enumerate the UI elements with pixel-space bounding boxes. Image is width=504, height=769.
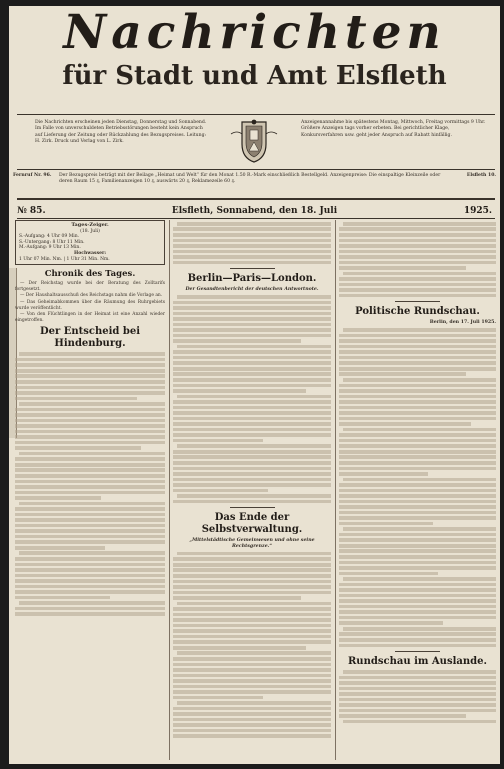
text-line	[173, 356, 331, 360]
text-line	[15, 419, 165, 423]
text-line	[173, 455, 331, 459]
text-line	[339, 450, 496, 454]
text-line	[173, 718, 331, 722]
text-line	[173, 378, 331, 382]
text-line	[339, 472, 428, 476]
text-line	[15, 391, 165, 395]
text-line	[177, 345, 331, 349]
text-line	[15, 568, 165, 572]
text-line	[343, 222, 496, 226]
text-line	[15, 485, 165, 489]
text-line	[173, 489, 268, 493]
text-line	[15, 435, 165, 439]
text-line	[15, 397, 137, 401]
header-rule-mid	[17, 169, 495, 170]
article-separator	[230, 268, 275, 269]
text-line	[173, 613, 331, 617]
text-line	[339, 555, 496, 559]
issue-date: Elsfleth, Sonnabend, den 18. Juli	[171, 206, 338, 216]
text-line	[173, 674, 331, 678]
text-line	[339, 244, 496, 248]
text-line	[339, 566, 496, 570]
text-line	[339, 616, 496, 620]
text-line	[339, 692, 496, 696]
text-line	[173, 563, 331, 567]
text-line	[173, 301, 331, 305]
article-separator	[395, 651, 440, 652]
text-line	[177, 602, 331, 606]
text-line	[15, 529, 165, 533]
text-line	[173, 227, 331, 231]
column-3	[339, 220, 496, 760]
text-line	[177, 701, 331, 705]
text-line	[339, 516, 496, 520]
price-band	[13, 173, 496, 185]
chronik-items	[15, 281, 165, 323]
text-line	[177, 444, 331, 448]
text-line	[339, 599, 496, 603]
text-line	[19, 502, 165, 506]
text-line	[339, 233, 496, 237]
dateline-rule	[17, 218, 495, 219]
column-divider	[169, 220, 170, 760]
text-line	[339, 339, 496, 343]
text-line	[173, 596, 301, 600]
text-line	[339, 250, 496, 254]
text-line	[339, 572, 438, 576]
text-line	[15, 441, 165, 445]
phone-number: Fernruf Nr. 96.	[13, 173, 52, 178]
chronik-item: — Der Haushaltsausschuß des Reichstags nahm die Vorlage an.	[20, 293, 163, 299]
coat-of-arms-icon	[225, 118, 283, 164]
text-line	[339, 549, 496, 553]
text-line	[173, 696, 263, 700]
dateline	[13, 206, 496, 217]
auslande-heading: Rundschau im Auslande.	[348, 656, 487, 668]
text-line	[15, 380, 165, 384]
berlin-paris-london-subheading: Der Gesandtenbericht der deutschen Antwortnote.	[185, 287, 319, 293]
text-line	[339, 239, 496, 243]
text-line	[339, 395, 496, 399]
text-line	[339, 561, 496, 565]
text-line	[173, 585, 331, 589]
text-line	[343, 527, 496, 531]
article-separator	[230, 507, 275, 508]
text-line	[339, 676, 496, 680]
text-line	[339, 356, 496, 360]
text-line	[173, 361, 331, 365]
header-info-left: Die Nachrichten erscheinen jeden Dienstag, Donnerstag und Sonnabend. Im Falle von unverschuldeten Betriebsstörungen besteht kein Anspruch auf Lieferung der Zeitung oder Rückzahlung des Bezugspreises. Leitung: H. Zirk. Druck und Verlag von L. Zirk.	[35, 120, 207, 144]
text-line	[173, 618, 331, 622]
text-line	[339, 433, 496, 437]
text-line	[173, 663, 331, 667]
text-line	[339, 511, 496, 515]
text-line	[339, 350, 496, 354]
hindenburg-heading: Der Entscheid bei Hindenburg.	[39, 326, 141, 350]
text-line	[339, 533, 496, 537]
high-tide-times: 1 Uhr 07 Min. Nm. | 1 Uhr 31 Min. Nm.	[19, 256, 110, 262]
text-line	[173, 233, 331, 237]
text-line	[339, 294, 496, 298]
text-line	[15, 507, 165, 511]
text-line	[177, 651, 331, 655]
text-line	[15, 590, 165, 594]
text-line	[173, 244, 331, 248]
text-line	[173, 591, 331, 595]
moonrise-line: M.-Aufgang: 9 Uhr 13 Min.	[19, 245, 81, 251]
text-line	[173, 685, 331, 689]
text-line	[173, 400, 331, 404]
text-line	[339, 417, 496, 421]
text-line	[173, 406, 331, 410]
text-line	[15, 463, 165, 467]
text-line	[339, 266, 466, 270]
text-line	[339, 714, 466, 718]
text-line	[173, 624, 331, 628]
text-line	[15, 540, 165, 544]
text-line	[15, 607, 165, 611]
text-line	[343, 670, 496, 674]
text-line	[339, 361, 496, 365]
text-line	[15, 612, 165, 616]
text-line	[173, 646, 306, 650]
text-line	[339, 681, 496, 685]
text-line	[173, 723, 331, 727]
text-line	[173, 729, 331, 733]
text-line	[339, 367, 496, 371]
text-line	[173, 478, 331, 482]
text-line	[339, 288, 496, 292]
text-line	[173, 306, 331, 310]
text-line	[19, 452, 165, 456]
text-line	[173, 640, 331, 644]
column-divider	[335, 220, 336, 760]
selbstverwaltung-body	[173, 552, 331, 738]
text-line	[19, 551, 165, 555]
text-line	[15, 386, 165, 390]
text-line	[173, 607, 331, 611]
politische-rundschau-body	[339, 328, 496, 647]
text-line	[173, 712, 331, 716]
text-line	[339, 461, 496, 465]
text-line	[15, 369, 165, 373]
text-line	[173, 690, 331, 694]
text-line	[173, 411, 331, 415]
text-line	[339, 687, 496, 691]
text-line	[177, 494, 331, 498]
tages-zeiger-box	[15, 220, 165, 265]
text-line	[339, 494, 496, 498]
text-line	[339, 698, 496, 702]
text-line	[173, 668, 331, 672]
text-line	[173, 629, 331, 633]
masthead-subtitle: für Stadt und Amt Elsfleth	[62, 61, 447, 91]
text-line	[173, 339, 301, 343]
text-line	[339, 227, 496, 231]
text-line	[173, 239, 331, 243]
text-line	[339, 709, 496, 713]
text-line	[339, 632, 496, 636]
hindenburg-article-body	[15, 352, 165, 616]
text-line	[339, 621, 443, 625]
text-line	[173, 255, 331, 259]
text-line	[343, 627, 496, 631]
text-line	[173, 317, 331, 321]
text-line	[173, 350, 331, 354]
text-line	[15, 474, 165, 478]
text-line	[343, 328, 496, 332]
text-line	[173, 367, 331, 371]
text-line	[15, 579, 165, 583]
text-line	[173, 679, 331, 683]
text-line	[339, 261, 496, 265]
text-line	[173, 428, 331, 432]
text-line	[339, 588, 496, 592]
chronik-heading: Chronik des Tages.	[44, 269, 136, 280]
sunset-line: S.-Untergang: 8 Uhr 11 Min.	[19, 239, 85, 245]
text-line	[173, 439, 263, 443]
text-line	[339, 255, 496, 259]
text-line	[19, 402, 165, 406]
text-line	[339, 422, 471, 426]
chronik-item: — Von den Flüchtlingen in der Heimat ist eine Anzahl wieder eingetroffen.	[15, 312, 165, 323]
tages-zeiger-title: Tages-Zeiger.	[71, 222, 109, 228]
location-code: Elsfleth 10.	[466, 173, 496, 178]
text-line	[343, 478, 496, 482]
politische-rundschau-heading: Politische Rundschau.	[355, 306, 480, 318]
text-line	[173, 328, 331, 332]
column-1	[15, 220, 165, 760]
text-line	[173, 450, 331, 454]
selbstverwaltung-subheading: „Mittelstädtische Gemeinwesen und ohne seine Rechtsgrenze.“	[189, 538, 315, 550]
issue-year: 1925.	[463, 206, 492, 216]
text-line	[173, 557, 331, 561]
tages-zeiger-date: (18. Juli)	[80, 228, 100, 234]
text-line	[339, 489, 496, 493]
text-line	[15, 413, 165, 417]
text-line	[15, 491, 165, 495]
chronik-item: — Der Reichstag wurde bei der Beratung des Zolltarifs fortgesetzt.	[15, 281, 165, 292]
text-line	[15, 408, 165, 412]
text-line	[15, 524, 165, 528]
auslande-body	[339, 670, 496, 723]
text-line	[173, 568, 331, 572]
text-line	[15, 535, 165, 539]
text-line	[19, 352, 165, 356]
text-line	[343, 272, 496, 276]
text-line	[339, 703, 496, 707]
text-line	[173, 417, 331, 421]
text-line	[15, 480, 165, 484]
text-line	[343, 378, 496, 382]
text-line	[173, 372, 331, 376]
text-line	[173, 384, 331, 388]
text-line	[173, 323, 331, 327]
text-line	[15, 446, 141, 450]
text-line	[15, 518, 165, 522]
newspaper-page	[9, 6, 500, 764]
text-line	[339, 610, 496, 614]
text-line	[339, 411, 496, 415]
text-line	[15, 546, 105, 550]
text-line	[15, 574, 165, 578]
text-line	[173, 389, 306, 393]
text-line	[15, 468, 165, 472]
text-line	[173, 472, 331, 476]
text-line	[343, 428, 496, 432]
text-line	[173, 422, 331, 426]
text-line	[173, 574, 331, 578]
text-line	[15, 557, 165, 561]
berlin-paris-london-heading: Berlin—Paris—London.	[187, 273, 317, 285]
text-line	[173, 635, 331, 639]
text-line	[339, 638, 496, 642]
text-line	[343, 577, 496, 581]
text-line	[339, 483, 496, 487]
text-line	[339, 522, 433, 526]
text-line	[173, 461, 331, 465]
header-rule-top	[17, 114, 495, 115]
article-separator	[395, 301, 440, 302]
text-line	[15, 363, 165, 367]
text-line	[177, 295, 331, 299]
text-line	[15, 513, 165, 517]
text-line	[339, 500, 496, 504]
text-line	[339, 283, 496, 287]
text-line	[339, 384, 496, 388]
text-line	[15, 374, 165, 378]
text-line	[339, 455, 496, 459]
text-line	[339, 467, 496, 471]
text-line	[339, 345, 496, 349]
text-line	[173, 483, 331, 487]
text-line	[173, 500, 331, 504]
continued-article-body	[339, 222, 496, 298]
text-line	[173, 433, 331, 437]
text-line	[173, 261, 331, 265]
chronik-item: — Das Geheimabkommen über die Räumung des Ruhrgebiets wurde veröffentlicht.	[15, 299, 165, 311]
text-line	[177, 552, 331, 556]
header-rule-bottom	[17, 198, 495, 200]
text-line	[173, 312, 331, 316]
text-line	[173, 734, 331, 738]
selbstverwaltung-heading: Das Ende der Selbstverwaltung.	[201, 512, 303, 536]
text-line	[173, 707, 331, 711]
text-line	[339, 644, 496, 648]
subscription-prices: Der Bezugspreis beträgt mit der Beilage „Heimat und Welt“ für den Monat 1.50 R.-Mark einschließlich Bestellgeld. Anzeigenpreise: Die einspaltige Kleinzeile oder deren Raum 15 ₰, Familienanzeigen 10 ₰, auswärts 20 ₰, Reklamezeile 60 ₰.	[59, 173, 441, 184]
lead-article-body	[173, 222, 331, 264]
text-line	[339, 277, 496, 281]
text-line	[15, 358, 165, 362]
text-line	[339, 544, 496, 548]
text-line	[173, 657, 331, 661]
text-line	[339, 583, 496, 587]
text-line	[15, 563, 165, 567]
text-line	[339, 400, 496, 404]
issue-number: № 85.	[17, 206, 46, 216]
text-line	[15, 457, 165, 461]
high-tide-label: Hochwasser:	[73, 250, 107, 256]
column-2	[173, 220, 331, 760]
text-line	[15, 496, 101, 500]
text-line	[177, 395, 331, 399]
text-line	[15, 585, 165, 589]
text-line	[339, 505, 496, 509]
text-line	[339, 594, 496, 598]
text-line	[339, 334, 496, 338]
text-line	[15, 596, 110, 600]
text-line	[15, 424, 165, 428]
text-line	[339, 444, 496, 448]
text-line	[173, 334, 331, 338]
text-line	[15, 430, 165, 434]
text-line	[343, 720, 496, 724]
rundschau-dateline: Berlin, den 17. Juli 1925.	[429, 320, 496, 326]
text-line	[339, 538, 496, 542]
text-line	[339, 439, 496, 443]
header-info-right: Anzeigenannahme bis spätestens Montag, Mittwoch, Freitag vormittags 9 Uhr. Größere Anzeigen tags vorher erbeten. Bei gerichtlicher Klage, Konkursverfahren usw. geht jeder Anspruch auf Rabatt hinfällig.	[301, 120, 486, 138]
sunrise-line: S.-Aufgang: 4 Uhr 09 Min.	[19, 234, 80, 240]
text-line	[339, 406, 496, 410]
berlin-paris-london-body	[173, 295, 331, 503]
text-line	[177, 222, 331, 226]
text-line	[173, 250, 331, 254]
text-line	[339, 372, 466, 376]
text-line	[173, 467, 331, 471]
text-line	[173, 580, 331, 584]
text-line	[339, 605, 496, 609]
text-line	[339, 389, 496, 393]
text-line	[19, 601, 165, 605]
masthead-title: Nachrichten	[63, 6, 446, 60]
